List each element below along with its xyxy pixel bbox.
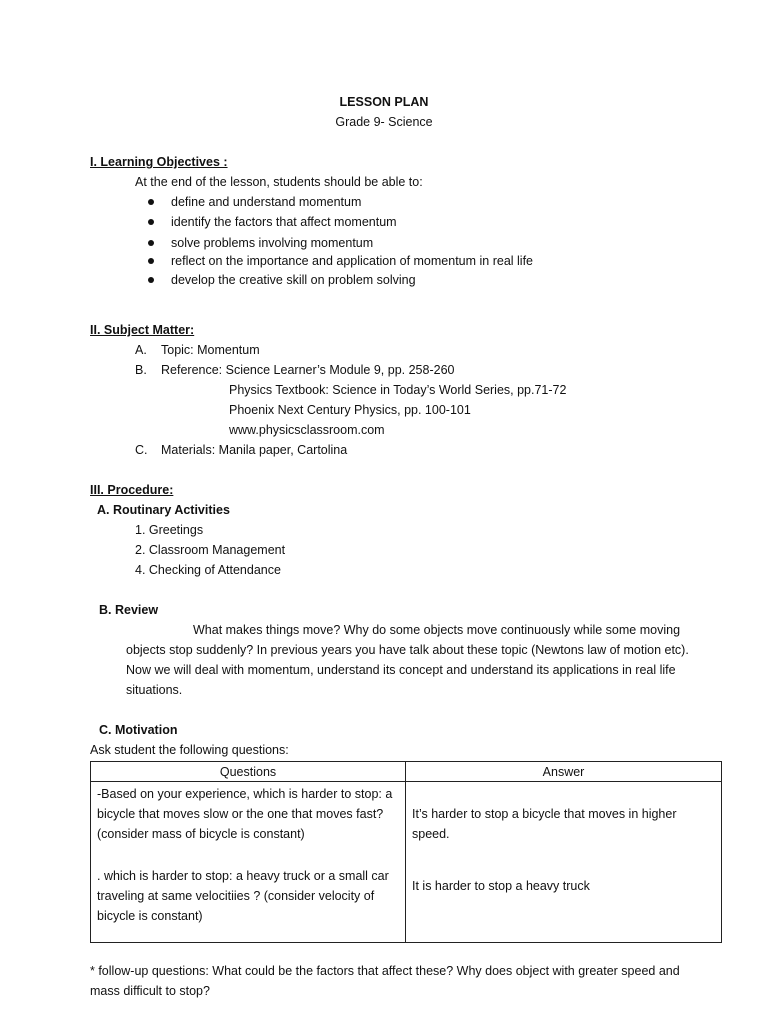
objectives-heading: I. Learning Objectives :: [90, 155, 228, 169]
reference-link[interactable]: www.physicsclassroom.com: [229, 423, 385, 437]
objective-item: solve problems involving momentum: [171, 236, 374, 250]
bullet-icon: [148, 258, 154, 264]
table-header-questions: Questions: [91, 762, 406, 782]
questions-cell: [91, 782, 406, 943]
reference-line: Reference: Science Learner’s Module 9, pp. 258-260: [161, 363, 455, 377]
table-header-answer: Answer: [406, 762, 722, 782]
objective-item: reflect on the importance and application of momentum in real life: [171, 254, 533, 268]
motivation-table: [90, 761, 722, 943]
followup-line: * follow-up questions: What could be the factors that affect these? Why does object with greater speed and: [90, 964, 680, 978]
materials-text: Materials: Manila paper, Cartolina: [161, 443, 348, 457]
routinary-item: 4. Checking of Attendance: [135, 563, 281, 577]
motivation-intro: Ask student the following questions:: [90, 743, 289, 757]
table-row: [91, 782, 722, 943]
objective-item: identify the factors that affect momentum: [171, 215, 397, 229]
objectives-intro: At the end of the lesson, students should be able to:: [135, 175, 423, 189]
answer-line: speed.: [412, 827, 450, 841]
routinary-item: 2. Classroom Management: [135, 543, 286, 557]
review-line: What makes things move? Why do some objects move continuously while some moving: [193, 623, 681, 637]
reference-line: Physics Textbook: Science in Today’s World Series, pp.71-72: [229, 383, 567, 397]
question-line: traveling at same velocitiies ? (consider velocity of: [97, 889, 375, 903]
review-line: situations.: [126, 683, 183, 697]
question-line: (consider mass of bicycle is constant): [97, 827, 305, 841]
routinary-heading: A. Routinary Activities: [97, 503, 230, 517]
table-header-row: [91, 762, 722, 782]
question-line: -Based on your experience, which is harder to stop: a: [97, 787, 393, 801]
procedure-heading: III. Procedure:: [90, 483, 174, 497]
motivation-heading: C. Motivation: [99, 723, 178, 737]
followup-line: mass difficult to stop?: [90, 984, 210, 998]
materials-letter: C.: [135, 443, 148, 457]
review-line: objects stop suddenly? In previous years you have talk about these topic (Newtons law of motion etc).: [126, 643, 689, 657]
question-line: bicycle is constant): [97, 909, 203, 923]
objective-item: define and understand momentum: [171, 195, 362, 209]
subject-matter-heading: II. Subject Matter:: [90, 323, 195, 337]
document-subtitle: Grade 9- Science: [335, 115, 433, 129]
document-title: LESSON PLAN: [339, 95, 429, 109]
topic-letter: A.: [135, 343, 147, 357]
review-line: Now we will deal with momentum, understand its concept and understand its applications in real life: [126, 663, 676, 677]
answer-line: It’s harder to stop a bicycle that moves in higher: [412, 807, 677, 821]
bullet-icon: [148, 199, 154, 205]
answer-line: It is harder to stop a heavy truck: [412, 879, 590, 893]
reference-line: Phoenix Next Century Physics, pp. 100-101: [229, 403, 471, 417]
reference-letter: B.: [135, 363, 147, 377]
bullet-icon: [148, 219, 154, 225]
topic-text: Topic: Momentum: [161, 343, 260, 357]
bullet-icon: [148, 277, 154, 283]
question-line: . which is harder to stop: a heavy truck or a small car: [97, 869, 389, 883]
review-heading: B. Review: [99, 603, 159, 617]
bullet-icon: [148, 240, 154, 246]
answers-cell: [406, 782, 722, 943]
question-line: bicycle that moves slow or the one that moves fast?: [97, 807, 384, 821]
objective-item: develop the creative skill on problem solving: [171, 273, 416, 287]
routinary-item: 1. Greetings: [135, 523, 204, 537]
